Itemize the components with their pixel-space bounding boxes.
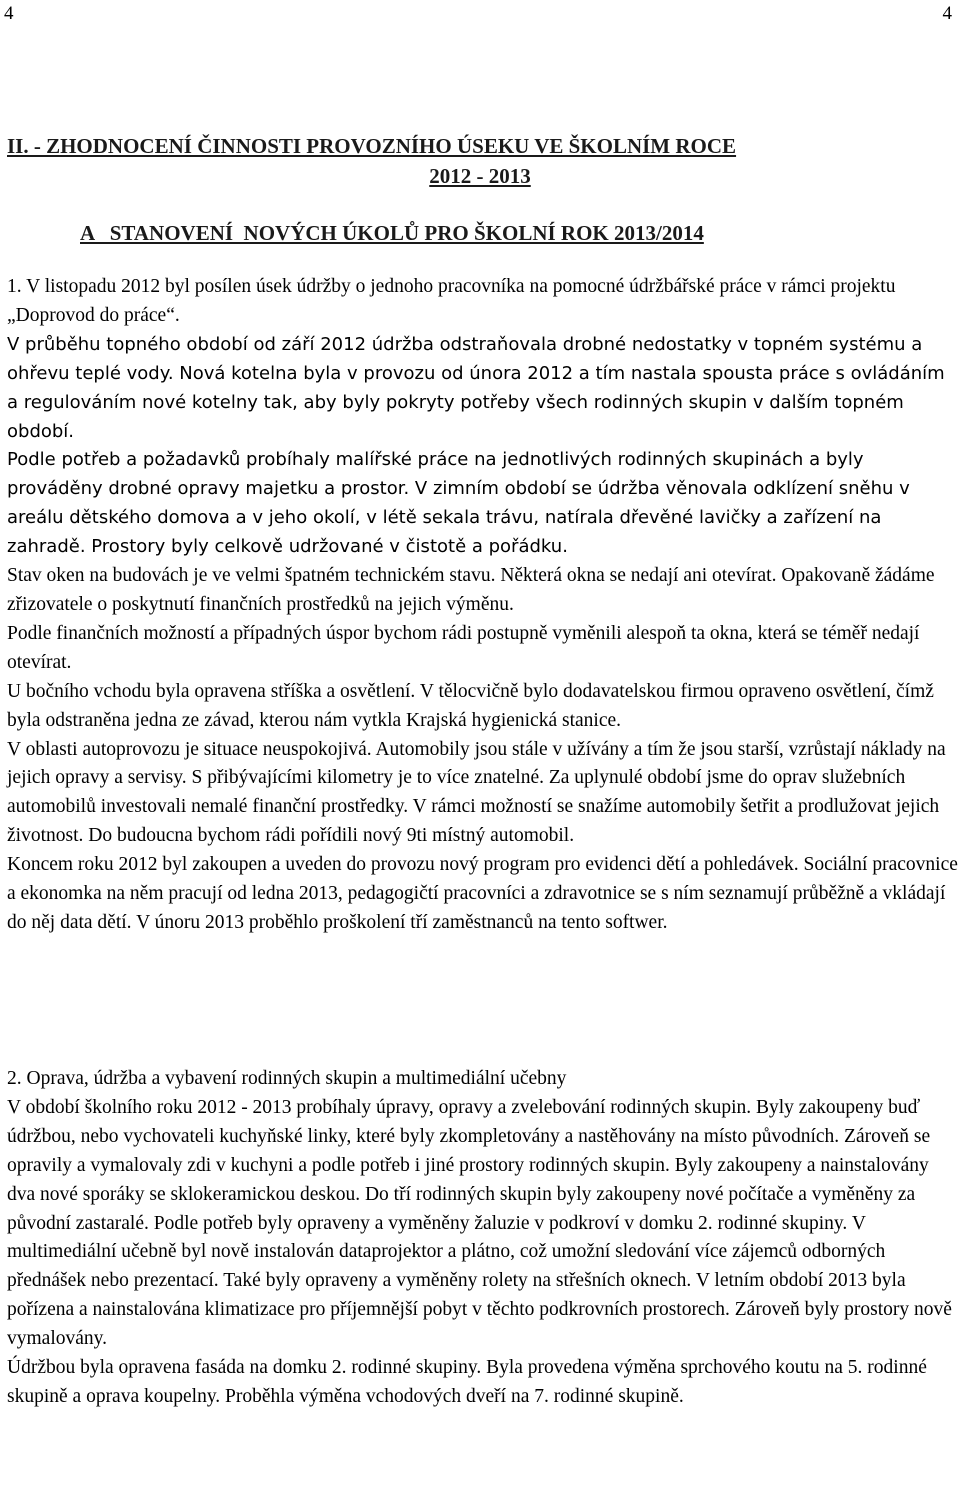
paragraph-staffing: 1. V listopadu 2012 byl posílen úsek údržby o jednoho pracovníka na pomocné údržbářské práce v rámci projektu „Doprovod do práce“. (7, 276, 896, 326)
page-number-right: 4 (942, 3, 952, 24)
paragraph-lighting: U bočního vchodu byla opravena stříška a osvětlení. V tělocvičně bylo dodavatelskou firmou opraveno osvětlení, čímž byla odstraněna jedna ze závad, kterou nám vytkla Krajská hygienická stanice. (7, 680, 934, 731)
section-heading-line-2: 2012 - 2013 (429, 164, 531, 188)
paragraph-heating: V průběhu topného období od září 2012 údržba odstraňovala drobné nedostatky v topném systému a ohřevu teplé vody. Nová kotelna byla v provozu od února 2012 a tím nastala spousta práce s ovládáním a regulováním nové kotelny tak, aby byly pokryty potřeby všech rodinných skupin v dalším topném období. (7, 333, 945, 442)
section-2-title: 2. Oprava, údržba a vybavení rodinných skupin a multimediální učebny (7, 1068, 567, 1089)
page-number-left: 4 (4, 3, 14, 24)
paragraph-software: Koncem roku 2012 byl zakoupen a uveden do provozu nový program pro evidenci dětí a pohledávek. Sociální pracovnice a ekonomka na něm pracují od ledna 2013, pedagogičtí pracovníci a zdravotnice se s ním seznamují průběžně a vkládají do něj data dětí. V únoru 2013 proběhlo proškolení tří zaměstnanců na tento softwer. (7, 854, 958, 933)
paragraph-painting: Podle potřeb a požadavků probíhaly malířské práce na jednotlivých rodinných skupinách a byly prováděny drobné opravy majetku a prostor. V zimním období se údržba věnovala odklízení sněhu v areálu dětského domova a v jeho okolí, v létě sekala trávu, natírala dřevěné lavičky a zařízení na zahradě. Prostory byly celkově udržované v čistotě a pořádku. (7, 449, 910, 558)
paragraph-window-replacement: Podle finančních možností a případných úspor bychom rádi postupně vyměnili alespoň ta okna, která se téměř nedají otevírat. (7, 622, 920, 673)
paragraph-windows: Stav oken na budovách je ve velmi špatném technickém stavu. Některá okna se nedají ani otevírat. Opakovaně žádáme zřizovatele o poskytnutí finančních prostředků na jejich výměnu. (7, 565, 935, 615)
section-heading-line-3: A STANOVENÍ NOVÝCH ÚKOLŮ PRO ŠKOLNÍ ROK 2013/2014 (80, 221, 704, 245)
paragraph-facade-repairs: Údržbou byla opravena fasáda na domku 2. rodinné skupiny. Byla provedena výměna sprchového koutu na 5. rodinné skupině a oprava koupelny. Proběhla výměna vchodových dveří na 7. rodinné skupině. (7, 1357, 927, 1407)
paragraph-vehicles: V oblasti autoprovozu je situace neuspokojivá. Automobily jsou stále v užívány a tím že jsou starší, vzrůstají náklady na jejich opravy a servisy. S přibývajícími kilometry je to více znatelné. Za uplynulé období jsme do oprav služebních automobilů investovali nemalé finanční prostředky. V rámci možností se snažíme automobily šetřit a prodlužovat jejich životnost. Do budoucna bychom rádi pořídili nový 9ti místný automobil. (7, 738, 946, 847)
section-repairs-equipment (7, 1065, 958, 1412)
section-heading-line-1: II. - ZHODNOCENÍ ČINNOSTI PROVOZNÍHO ÚSEKU VE ŠKOLNÍM ROCE (7, 134, 737, 158)
section-maintenance-review (7, 273, 958, 938)
paragraph-family-group-repairs: V období školního roku 2012 - 2013 probíhaly úpravy, opravy a zvelebování rodinných skupin. Byly zakoupeny buď údržbou, nebo vychovateli kuchyňské linky, které byly zkompletovány a nastěhovány na místo původních. Zároveň se opravily a vymalovaly zdi v kuchyni a podle potřeb i jiné prostory rodinných skupin. Byly zakoupeny a nainstalovány dva nové sporáky se sklokeramickou deskou. Do tří rodinných skupin byly zakoupeny nové počítače a vyměněny za původní zastaralé. Podle potřeb byly opraveny a vyměněny žaluzie v podkroví v domku 2. rodinné skupiny. V multimediální učebně byl nově instalován dataprojektor a plátno, což umožní sledování více zájemců odborných přednášek nebo prezentací. Také byly opraveny a vyměněny rolety na střešních oknech. V letním období 2013 byla pořízena a nainstalována klimatizace pro příjemnější pobyt v těchto podkrovních prostorech. Zároveň byly prostory nově vymalovány. (7, 1096, 952, 1350)
